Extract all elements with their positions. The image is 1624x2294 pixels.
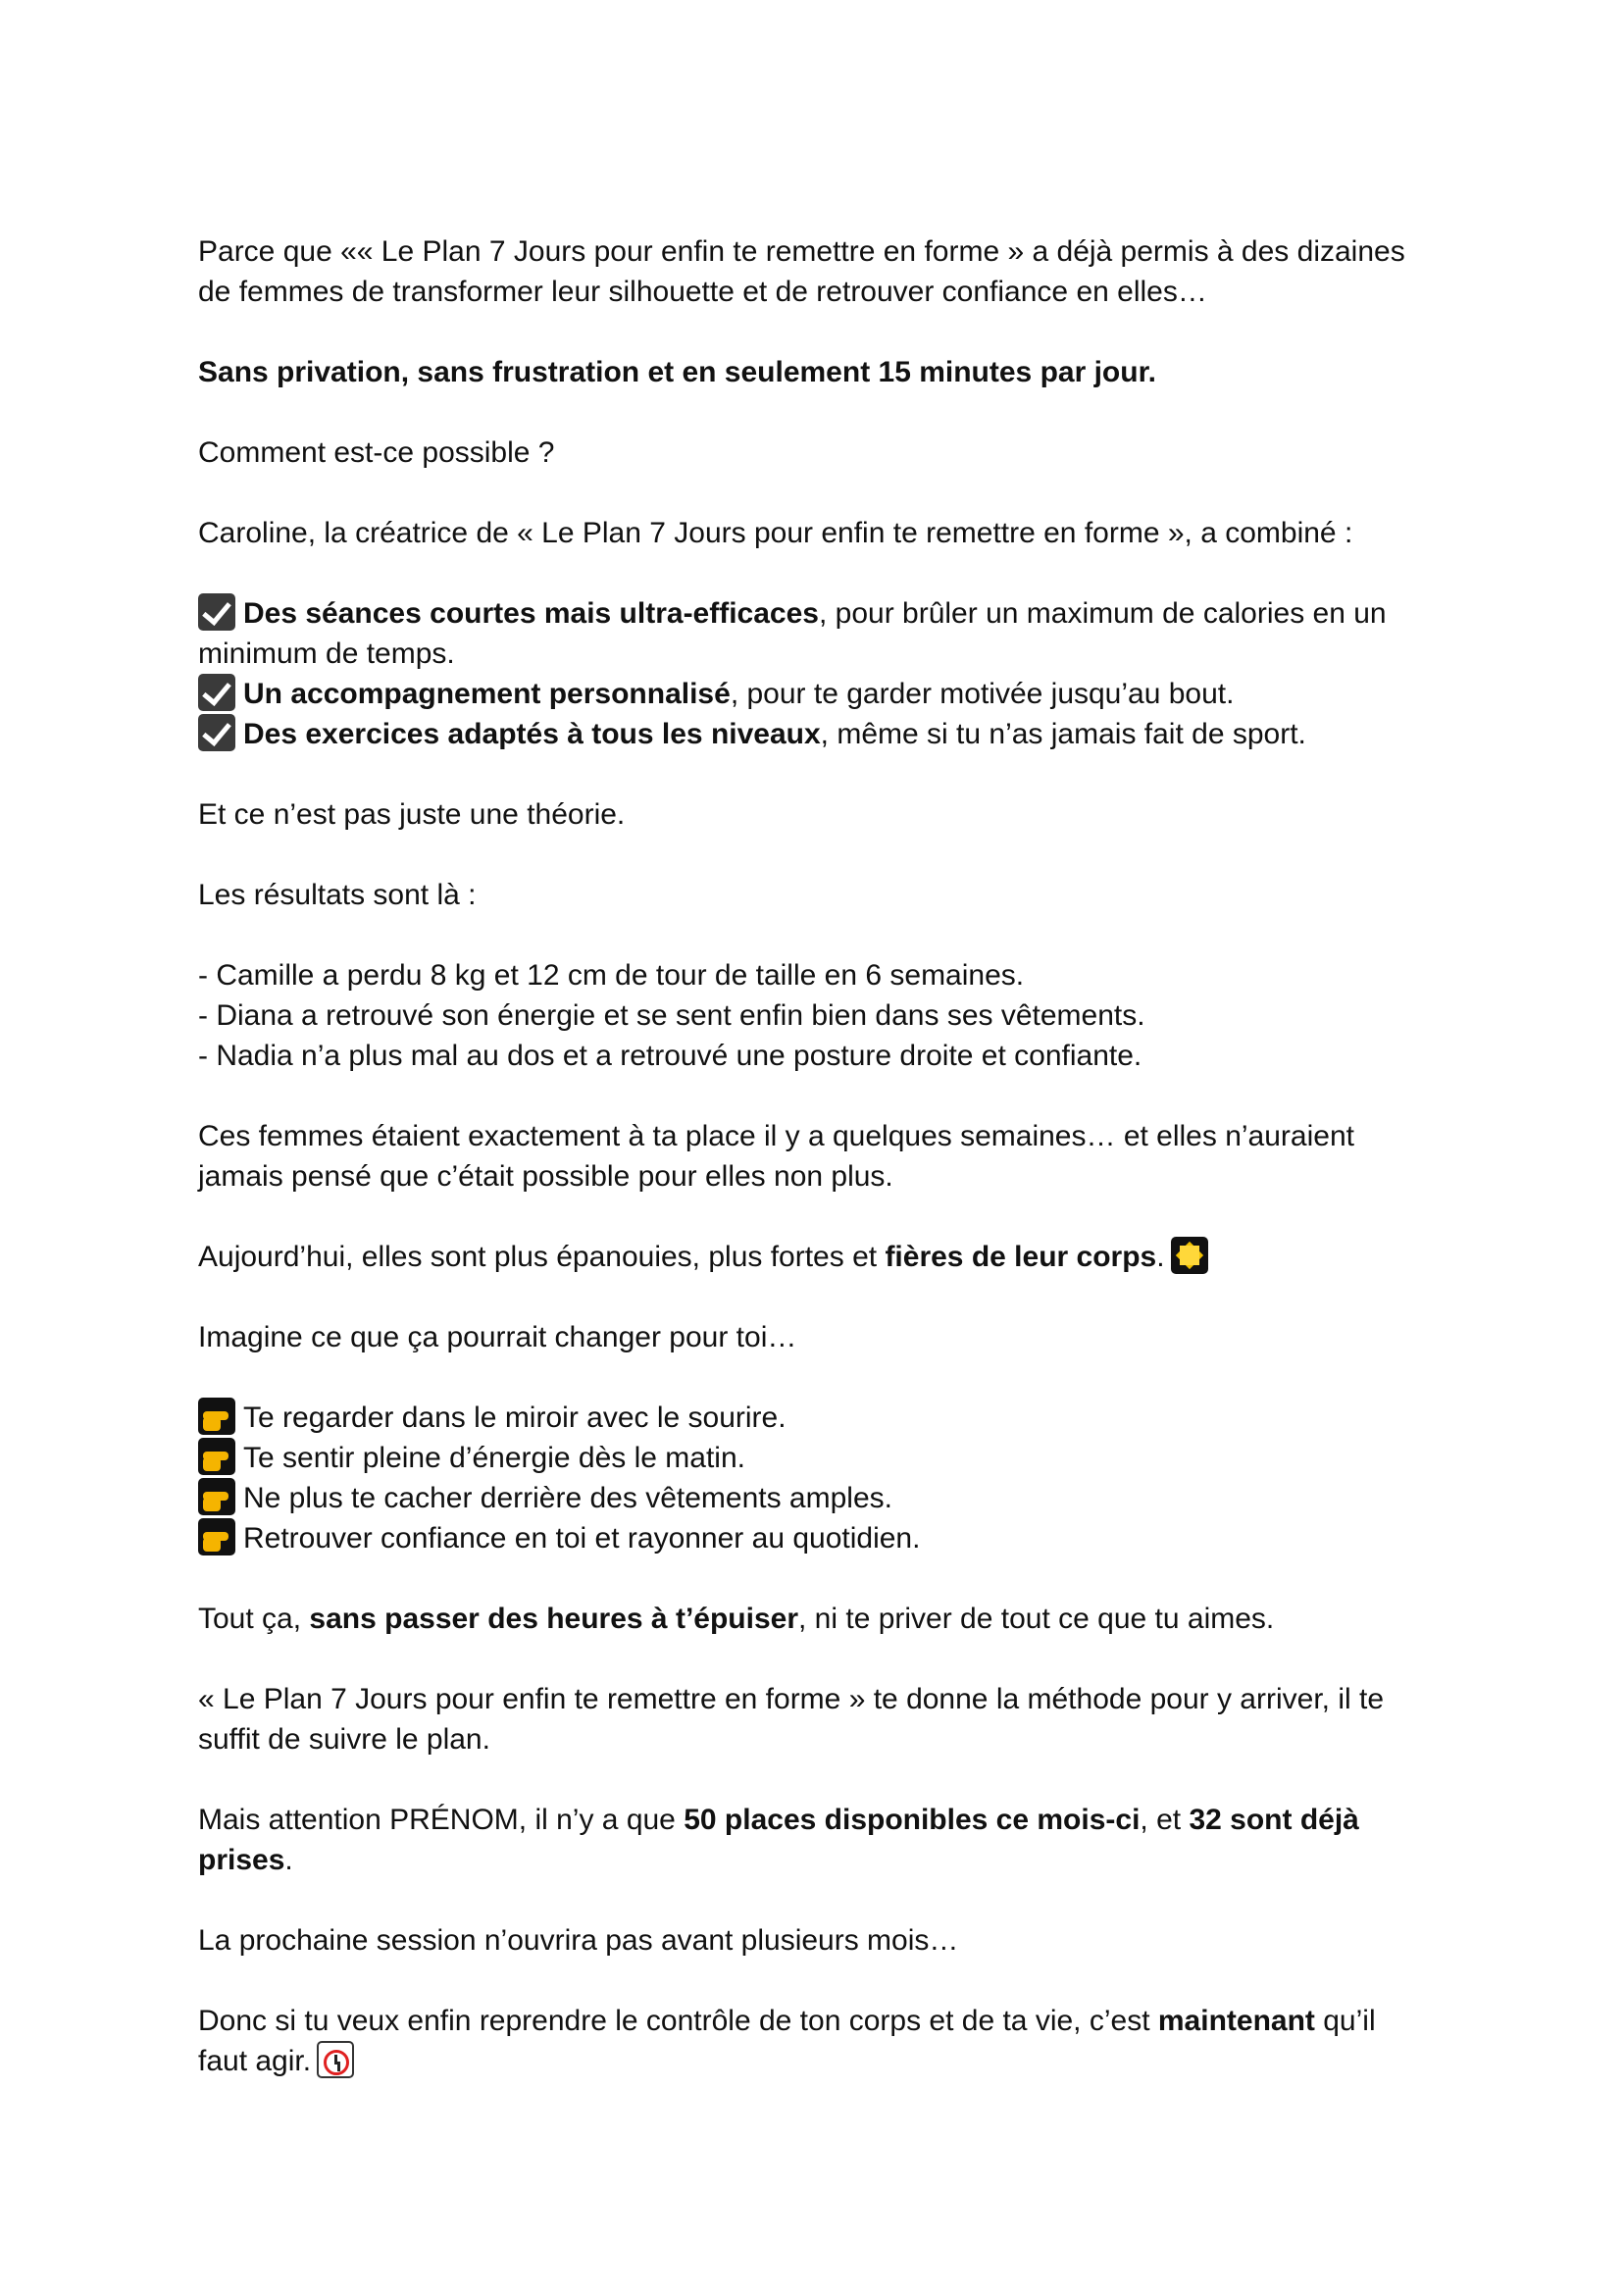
theory-paragraph: Et ce n’est pas juste une théorie. <box>198 798 626 831</box>
cta-post: qu’il <box>1314 2005 1376 2037</box>
women-paragraph <box>198 1116 1453 1197</box>
places-taken: 32 sont déjà <box>1189 1804 1359 1836</box>
benefit-bold: Des séances courtes mais ultra-efficaces <box>243 597 819 630</box>
attention-mid: , et <box>1140 1804 1190 1836</box>
women-line-1: Ces femmes étaient exactement à ta place il y a quelques semaines… et elles n’auraient <box>198 1120 1354 1152</box>
imagine-item <box>198 1438 1453 1478</box>
cta-line-1 <box>198 2001 1453 2041</box>
result-item: - Nadia n’a plus mal au dos et a retrouvé une posture droite et confiante. <box>198 1040 1142 1072</box>
imagine-list <box>198 1398 1453 1558</box>
attention-post: . <box>284 1844 293 1876</box>
imagine-item <box>198 1518 1453 1558</box>
attention-paragraph <box>198 1800 1453 1880</box>
attention-line-2 <box>198 1840 1453 1880</box>
today-pre: Aujourd’hui, elles sont plus épanouies, plus fortes et <box>198 1241 886 1273</box>
results-intro-paragraph: Les résultats sont là : <box>198 879 477 911</box>
check-mark-icon <box>198 674 235 711</box>
cta-bold: maintenant <box>1157 2005 1315 2037</box>
attention-line-1 <box>198 1800 1453 1840</box>
today-paragraph <box>198 1237 1453 1277</box>
imagine-text: Ne plus te cacher derrière des vêtements amples. <box>243 1482 892 1514</box>
today-bold: fières de leur corps <box>885 1241 1157 1273</box>
benefit-item <box>198 674 1453 714</box>
imagine-paragraph: Imagine ce que ça pourrait changer pour toi… <box>198 1321 797 1353</box>
benefit-bold: Des exercices adaptés à tous les niveaux <box>243 718 821 750</box>
call-to-action-paragraph <box>198 2001 1453 2081</box>
benefit-rest: , pour te garder motivée jusqu’au bout. <box>730 678 1235 710</box>
creator-paragraph: Caroline, la créatrice de « Le Plan 7 Jours pour enfin te remettre en forme », a combiné : <box>198 517 1353 549</box>
next-session-paragraph: La prochaine session n’ouvrira pas avant plusieurs mois… <box>198 1924 959 1957</box>
benefit-rest: , même si tu n’as jamais fait de sport. <box>820 718 1306 750</box>
benefit-rest: , pour brûler un maximum de calories en un <box>818 597 1387 630</box>
today-post: . <box>1156 1241 1165 1273</box>
check-mark-icon <box>198 593 235 631</box>
document-page <box>198 231 1453 2121</box>
imagine-item <box>198 1398 1453 1438</box>
pointing-hand-icon <box>198 1438 235 1475</box>
question-paragraph: Comment est-ce possible ? <box>198 436 555 469</box>
pointing-hand-icon <box>198 1518 235 1555</box>
result-item: - Camille a perdu 8 kg et 12 cm de tour de taille en 6 semaines. <box>198 959 1025 992</box>
alarm-clock-icon <box>317 2041 354 2078</box>
cta-pre: Donc si tu veux enfin reprendre le contrôle de ton corps et de ta vie, c’est <box>198 2005 1158 2037</box>
sparkle-star-icon <box>1171 1237 1208 1274</box>
imagine-text: Te sentir pleine d’énergie dès le matin. <box>243 1442 745 1474</box>
all-that-paragraph <box>198 1599 1453 1639</box>
places-taken-end: prises <box>198 1844 285 1876</box>
check-mark-icon <box>198 714 235 751</box>
cta-line-2 <box>198 2041 1453 2081</box>
method-paragraph <box>198 1679 1453 1759</box>
all-that-post: , ni te priver de tout ce que tu aimes. <box>798 1603 1275 1635</box>
places-available: 50 places disponibles ce mois-ci <box>684 1804 1141 1836</box>
intro-paragraph <box>198 231 1453 312</box>
benefit-item-continuation: minimum de temps. <box>198 637 455 670</box>
imagine-item <box>198 1478 1453 1518</box>
method-line-2: suffit de suivre le plan. <box>198 1723 490 1756</box>
benefit-bold: Un accompagnement personnalisé <box>243 678 731 710</box>
intro-line-1: Parce que «« Le Plan 7 Jours pour enfin te remettre en forme » a déjà permis à des dizaines <box>198 235 1405 268</box>
results-list <box>198 955 1453 1076</box>
imagine-text: Te regarder dans le miroir avec le sourire. <box>243 1402 787 1434</box>
promise-text: Sans privation, sans frustration et en seulement 15 minutes par jour. <box>198 356 1156 388</box>
imagine-text: Retrouver confiance en toi et rayonner au quotidien. <box>243 1522 921 1555</box>
benefit-item <box>198 714 1453 754</box>
cta-line-2-text: faut agir. <box>198 2045 312 2077</box>
pointing-hand-icon <box>198 1398 235 1435</box>
result-item: - Diana a retrouvé son énergie et se sent enfin bien dans ses vêtements. <box>198 999 1145 1032</box>
benefit-item <box>198 593 1453 634</box>
women-line-2: jamais pensé que c’était possible pour elles non plus. <box>198 1160 893 1193</box>
promise-paragraph <box>198 352 1453 392</box>
method-line-1: « Le Plan 7 Jours pour enfin te remettre en forme » te donne la méthode pour y arriver, il te <box>198 1683 1385 1715</box>
pointing-hand-icon <box>198 1478 235 1515</box>
attention-pre: Mais attention PRÉNOM, il n’y a que <box>198 1804 685 1836</box>
intro-line-2: de femmes de transformer leur silhouette et de retrouver confiance en elles… <box>198 276 1207 308</box>
benefits-list <box>198 593 1453 754</box>
all-that-bold: sans passer des heures à t’épuiser <box>309 1603 798 1635</box>
all-that-pre: Tout ça, <box>198 1603 310 1635</box>
